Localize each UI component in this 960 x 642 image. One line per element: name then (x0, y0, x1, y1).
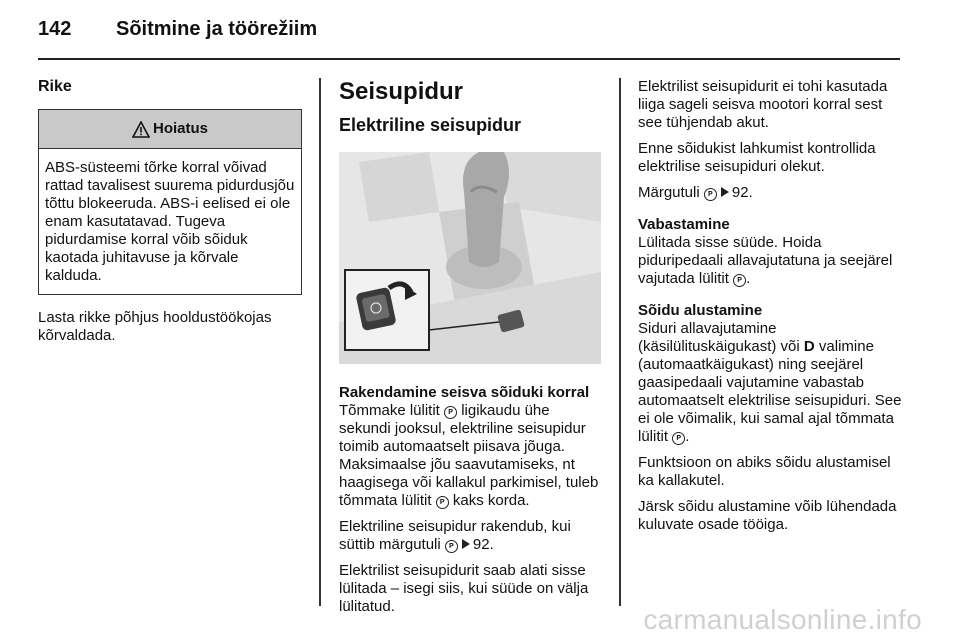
paragraph-indicator-ref: Märgutuli P 92. (638, 184, 753, 201)
section-heading-rike: Rike (38, 78, 72, 95)
left-column (38, 78, 302, 353)
parking-brake-symbol-icon: P (444, 406, 457, 419)
chapter-title: Sõitmine ja töörežiim (116, 18, 318, 40)
page-header (38, 18, 317, 41)
section-title-seisupidur: Seisupidur (339, 78, 464, 105)
parking-brake-symbol-icon: P (704, 188, 717, 201)
parking-brake-symbol-icon: P (445, 540, 458, 553)
page-number: 142 (38, 18, 72, 40)
middle-column (339, 78, 603, 624)
paragraph-apply: Tõmmake lülitit P ligikaudu ühe sekundi jooksul, elektriline seisupidur toimib automaatselt piisava jõuga. Maksimaalse jõu saavutamiseks, nt haagisega või kallakul parkimisel, tuleb tõmmata lülitit P kaks korda. (339, 402, 599, 509)
rike-paragraph: Lasta rikke põhjus hooldustöökojas kõrvaldada. (38, 309, 272, 344)
subhead-release: Vabastamine (638, 216, 730, 233)
paragraph-slopes: Funktsioon on abiks sõidu alustamisel ka kallakutel. (638, 454, 891, 489)
subhead-stationary: Rakendamine seisva sõiduki korral (339, 384, 590, 401)
paragraph-driving-off: Siduri allavajutamine (käsilülituskäigukast) või D valimine (automaatkäigukast) ning seejärel gaasipedaali vajutamine vabastab automaatselt elektrilise seisupiduri. See ei ole võimalik, kui samal ajal tõmmata lülitit P . (638, 320, 902, 445)
paragraph-battery: Elektrilist seisupidurit ei tohi kasutada liiga sageli seisva mootori korral sest see tühjendab akut. (638, 78, 888, 131)
column-divider-2 (619, 78, 621, 606)
paragraph-check: Enne sõidukist lahkumist kontrollida elektrilise seisupiduri olekut. (638, 140, 876, 175)
page-reference-arrow-icon (462, 539, 470, 549)
watermark: carmanualsonline.info (643, 604, 922, 635)
parking-brake-symbol-icon: P (733, 274, 746, 287)
page-reference-arrow-icon (721, 187, 729, 197)
warning-box (38, 109, 302, 295)
paragraph-always: Elektrilist seisupidurit saab alati sisse lülitada – isegi siis, kui süüde on välja lülitatud. (339, 562, 589, 615)
parking-brake-photo (339, 152, 601, 364)
subhead-driving-off: Sõidu alustamine (638, 302, 763, 319)
warning-header (39, 110, 301, 149)
subsection-title: Elektriline seisupidur (339, 115, 522, 135)
parking-brake-symbol-icon: P (672, 432, 685, 445)
paragraph-wear: Järsk sõidu alustamine võib lühendada kuluvate osade tööiga. (638, 498, 897, 533)
warning-title: Hoiatus (152, 120, 208, 137)
column-divider-1 (319, 78, 321, 606)
right-column (638, 78, 902, 542)
paragraph-release: Lülitada sisse süüde. Hoida piduripedaali allavajutatuna ja seejärel vajutada lülitit P . (638, 234, 893, 287)
parking-brake-symbol-icon: P (436, 496, 449, 509)
warning-text: ABS-süsteemi tõrke korral võivad rattad tavalisest suurema pidurdusjõu tõttu blokeeruda. ABS-i eelised ei ole enam kasutatavad. Tugeva pidurdamise korral võib sõiduk kaotada juhitavuse ja kõrvale kalduda. (45, 159, 295, 284)
header-rule (38, 58, 900, 60)
warning-triangle-icon (132, 121, 150, 138)
paragraph-indicator: Elektriline seisupidur rakendub, kui süttib märgutuli P 92. (339, 518, 571, 553)
